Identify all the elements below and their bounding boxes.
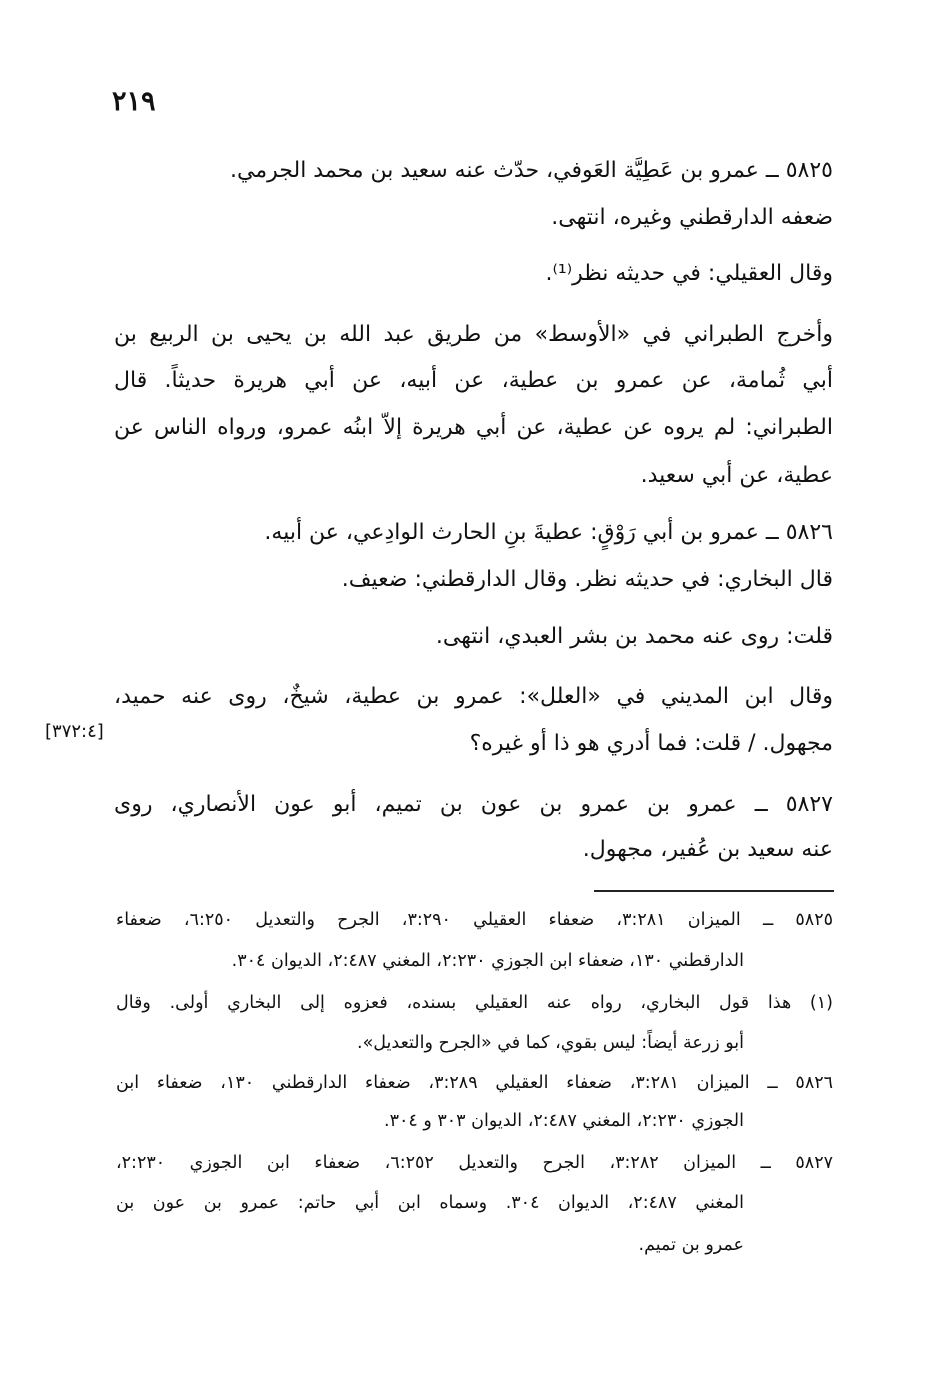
entry-5825-line-7: عطية، عن أبي سعيد. <box>640 463 833 488</box>
entry-5825-line-5: أبي ثُمامة، عن عمرو بن عطية، عن أبيه، عن أبي هريرة حديثاً. قال <box>114 368 833 393</box>
footnote-5826-line-2: الجوزي ٢:٢٣٠، المغني ٢:٤٨٧، الديوان ٣٠٣ و ٣٠٤. <box>384 1111 744 1131</box>
entry-5826-line-3: قلت: روى عنه محمد بن بشر العبدي، انتهى. <box>435 624 833 649</box>
entry-5826-line-1: ٥٨٢٦ ــ عمرو بن أبي رَوْقٍ: عطيةَ بنِ الحارث الوادِعي، عن أبيه. <box>264 520 833 545</box>
footnote-separator <box>594 890 834 892</box>
footnote-5827-line-3: عمرو بن تميم. <box>638 1235 744 1255</box>
footnote-5825-line-2: الدارقطني ١٣٠، ضعفاء ابن الجوزي ٢:٢٣٠، المغني ٢:٤٨٧، الديوان ٣٠٤. <box>231 951 744 971</box>
entry-5825-line-4: وأخرج الطبراني في «الأوسط» من طريق عبد الله بن يحيى بن الربيع بن <box>114 322 833 347</box>
footnote-5827-line-2: المغني ٢:٤٨٧، الديوان ٣٠٤. وسماه ابن أبي حاتم: عمرو بن عون بن <box>116 1193 744 1213</box>
margin-reference: [٣٧٢:٤] <box>45 721 104 742</box>
entry-5826-line-5: مجهول. / قلت: فما أدري هو ذا أو غيره؟ <box>469 731 833 756</box>
entry-5826-line-2: قال البخاري: في حديثه نظر. وقال الدارقطني: ضعيف. <box>341 567 833 592</box>
entry-5825-line-2: ضعفه الدارقطني وغيره، انتهى. <box>551 205 833 230</box>
footnote-5827-line-1: ٥٨٢٧ ــ الميزان ٣:٢٨٢، الجرح والتعديل ٦:٢٥٢، ضعفاء ابن الجوزي ٢:٢٣٠، <box>116 1153 833 1173</box>
footnote-5825-line-1: ٥٨٢٥ ــ الميزان ٣:٢٨١، ضعفاء العقيلي ٣:٢٩٠، الجرح والتعديل ٦:٢٥٠، ضعفاء <box>116 910 834 930</box>
entry-5825-line-6: الطبراني: لم يروه عن عطية، عن أبي هريرة إلاّ ابنُه عمرو، ورواه الناس عن <box>114 415 833 440</box>
entry-5826-line-4: وقال ابن المديني في «العلل»: عمرو بن عطية، شيخٌ، روى عنه حميد، <box>114 684 833 709</box>
entry-5825-line-1: ٥٨٢٥ ــ عمرو بن عَطِيَّة العَوفي، حدّث عنه سعيد بن محمد الجرمي. <box>230 158 833 183</box>
footnote-5826-line-1: ٥٨٢٦ ــ الميزان ٣:٢٨١، ضعفاء العقيلي ٣:٢٨٩، ضعفاء الدارقطني ١٣٠، ضعفاء ابن <box>116 1073 834 1093</box>
page-number: ٢١٩ <box>112 86 156 117</box>
footnote-1-line-2: أبو زرعة أيضاً: ليس بقوي، كما في «الجرح والتعديل». <box>357 1033 744 1053</box>
entry-5827-line-2: عنه سعيد بن عُفير، مجهول. <box>582 837 833 862</box>
entry-5827-line-1: ٥٨٢٧ ــ عمرو بن عمرو بن عون بن تميم، أبو عون الأنصاري، روى <box>114 792 833 817</box>
entry-5825-line-3: وقال العقيلي: في حديثه نظر⁽¹⁾. <box>545 261 833 286</box>
footnote-1-line-1: (١) هذا قول البخاري، رواه عنه العقيلي بسنده، فعزوه إلى البخاري أولى. وقال <box>116 993 833 1013</box>
